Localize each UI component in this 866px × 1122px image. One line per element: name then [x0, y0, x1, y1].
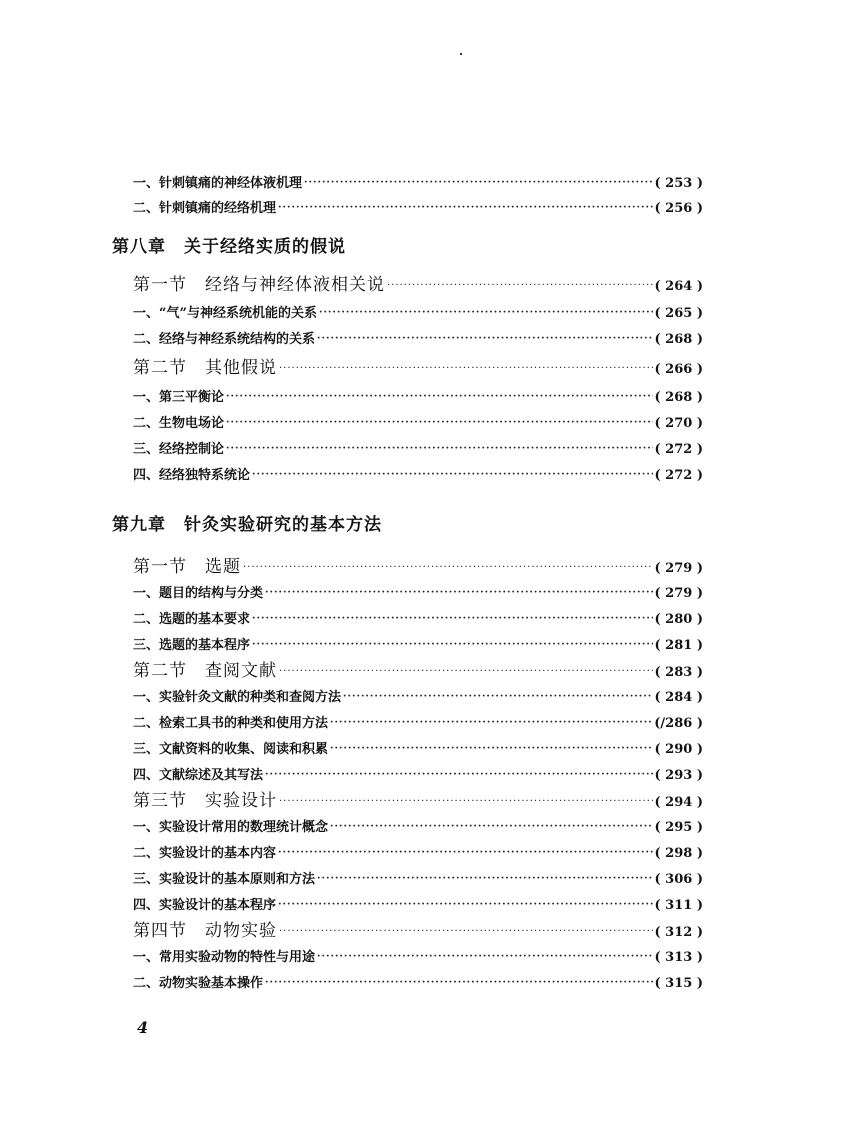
toc-entry-title: 三、经络控制论 [133, 442, 225, 457]
dot-leader [252, 470, 652, 480]
toc-section-page: ( 266 ) [654, 362, 703, 377]
toc-entry[interactable] [133, 438, 703, 458]
dot-leader [226, 392, 652, 402]
toc-section-title: 第一节 选题 [133, 557, 241, 577]
toc-entry[interactable] [133, 894, 703, 914]
toc-section-page: ( 264 ) [654, 279, 703, 294]
toc-entry-page: ( 284 ) [654, 690, 703, 705]
dot-leader [317, 334, 652, 344]
toc-section[interactable] [133, 916, 703, 940]
toc-entry[interactable] [133, 946, 703, 966]
toc-entry[interactable] [133, 464, 703, 484]
toc-entry-title: 二、实验设计的基本内容 [133, 846, 277, 861]
toc-entry-title: 一、题目的结构与分类 [133, 586, 264, 601]
toc-entry[interactable] [133, 197, 703, 217]
dot-leader [330, 822, 652, 832]
toc-entry-page: ( 298 ) [654, 846, 703, 861]
toc-entry-page: ( 268 ) [654, 390, 703, 405]
dot-leader [279, 927, 653, 937]
toc-entry[interactable] [133, 686, 703, 706]
dot-leader [243, 563, 653, 573]
toc-entry-title: 三、实验设计的基本原则和方法 [133, 872, 316, 887]
toc-section-title: 第二节 查阅文献 [133, 661, 277, 681]
chapter-number: 第九章 [112, 515, 166, 535]
toc-section-title: 第二节 其他假说 [133, 358, 277, 378]
toc-entry-page: ( 295 ) [654, 820, 703, 835]
toc-entry-title: 一、“气”与神经系统机能的关系 [133, 306, 317, 321]
dot-leader [278, 900, 652, 910]
toc-section[interactable] [133, 270, 703, 294]
toc-entry-title: 二、针刺镇痛的经络机理 [133, 201, 277, 216]
toc-entry[interactable] [133, 412, 703, 432]
dot-leader [278, 848, 652, 858]
toc-entry-title: 四、实验设计的基本程序 [133, 898, 277, 913]
dot-leader [265, 588, 652, 598]
dot-leader [330, 744, 652, 754]
toc-section-page: ( 283 ) [654, 665, 703, 680]
dot-leader [319, 308, 653, 318]
dot-leader [279, 667, 653, 677]
toc-entry-title: 一、实验针灸文献的种类和查阅方法 [133, 690, 342, 705]
dot-leader [304, 178, 652, 188]
toc-entry[interactable] [133, 172, 703, 192]
toc-entry[interactable] [133, 842, 703, 862]
toc-entry[interactable] [133, 608, 703, 628]
toc-entry-page: ( 268 ) [654, 332, 703, 347]
dot-leader [317, 952, 652, 962]
toc-entry-page: ( 293 ) [654, 768, 703, 783]
toc-section-title: 第四节 动物实验 [133, 921, 277, 941]
dot-leader [343, 692, 652, 702]
toc-entry-title: 二、动物实验基本操作 [133, 976, 264, 991]
toc-entry[interactable] [133, 738, 703, 758]
toc-entry-page: ( 272 ) [654, 468, 703, 483]
toc-entry-title: 一、第三平衡论 [133, 390, 225, 405]
toc-entry[interactable] [133, 328, 703, 348]
chapter-title: 关于经络实质的假说 [184, 237, 346, 257]
toc-entry[interactable] [133, 582, 703, 602]
page-number: 4 [137, 1018, 149, 1037]
toc-entry-page: ( 256 ) [654, 201, 703, 216]
toc-entry-page: (/286 ) [654, 716, 703, 731]
toc-entry[interactable] [133, 386, 703, 406]
toc-section-title: 第三节 实验设计 [133, 791, 277, 811]
toc-entry-page: ( 253 ) [654, 176, 703, 191]
toc-section-page: ( 294 ) [654, 795, 703, 810]
toc-entry-title: 四、文献综述及其写法 [133, 768, 264, 783]
chapter-number: 第八章 [112, 237, 166, 257]
dot-leader [278, 203, 652, 213]
toc-entry-title: 二、经络与神经系统结构的关系 [133, 332, 316, 347]
toc-entry[interactable] [133, 868, 703, 888]
dot-leader [317, 874, 652, 884]
toc-entry-title: 三、选题的基本程序 [133, 638, 251, 653]
toc-entry-page: ( 306 ) [654, 872, 703, 887]
toc-entry-title: 二、选题的基本要求 [133, 612, 251, 627]
toc-entry[interactable] [133, 816, 703, 836]
chapter-heading[interactable] [112, 232, 346, 257]
chapter-heading[interactable] [112, 510, 382, 535]
toc-section-page: ( 279 ) [654, 561, 703, 576]
chapter-title: 针灸实验研究的基本方法 [184, 515, 382, 535]
toc-entry-page: ( 279 ) [654, 586, 703, 601]
toc-section-page: ( 312 ) [654, 925, 703, 940]
toc-entry[interactable] [133, 634, 703, 654]
toc-entry[interactable] [133, 764, 703, 784]
dot-leader [226, 444, 652, 454]
toc-entry-page: ( 281 ) [654, 638, 703, 653]
dot-leader [387, 281, 653, 291]
toc-entry-page: ( 313 ) [654, 950, 703, 965]
toc-section[interactable] [133, 786, 703, 810]
toc-entry[interactable] [133, 712, 703, 732]
dot-leader [252, 614, 652, 624]
toc-section-title: 第一节 经络与神经体液相关说 [133, 275, 385, 295]
toc-entry-title: 二、检索工具书的种类和使用方法 [133, 716, 329, 731]
dot-leader [265, 770, 652, 780]
toc-entry-page: ( 315 ) [654, 976, 703, 991]
dot-leader [252, 640, 652, 650]
toc-section[interactable] [133, 656, 703, 680]
dot-leader [279, 797, 653, 807]
toc-section[interactable] [133, 353, 703, 377]
toc-entry-title: 四、经络独特系统论 [133, 468, 251, 483]
toc-entry-page: ( 311 ) [654, 898, 703, 913]
toc-entry-title: 一、常用实验动物的特性与用途 [133, 950, 316, 965]
scan-speck [460, 53, 462, 55]
toc-entry-title: 二、生物电场论 [133, 416, 225, 431]
toc-entry-page: ( 272 ) [654, 442, 703, 457]
toc-entry-title: 一、实验设计常用的数理统计概念 [133, 820, 329, 835]
dot-leader [226, 418, 652, 428]
dot-leader [279, 364, 653, 374]
toc-entry[interactable] [133, 302, 703, 322]
dot-leader [265, 978, 652, 988]
toc-entry-page: ( 290 ) [654, 742, 703, 757]
toc-entry[interactable] [133, 972, 703, 992]
toc-entry-page: ( 270 ) [654, 416, 703, 431]
dot-leader [330, 718, 652, 728]
toc-entry-title: 三、文献资料的收集、阅读和积累 [133, 742, 329, 757]
toc-entry-page: ( 280 ) [654, 612, 703, 627]
toc-entry-title: 一、针刺镇痛的神经体液机理 [133, 176, 303, 191]
toc-section[interactable] [133, 552, 703, 576]
toc-entry-page: ( 265 ) [654, 306, 703, 321]
